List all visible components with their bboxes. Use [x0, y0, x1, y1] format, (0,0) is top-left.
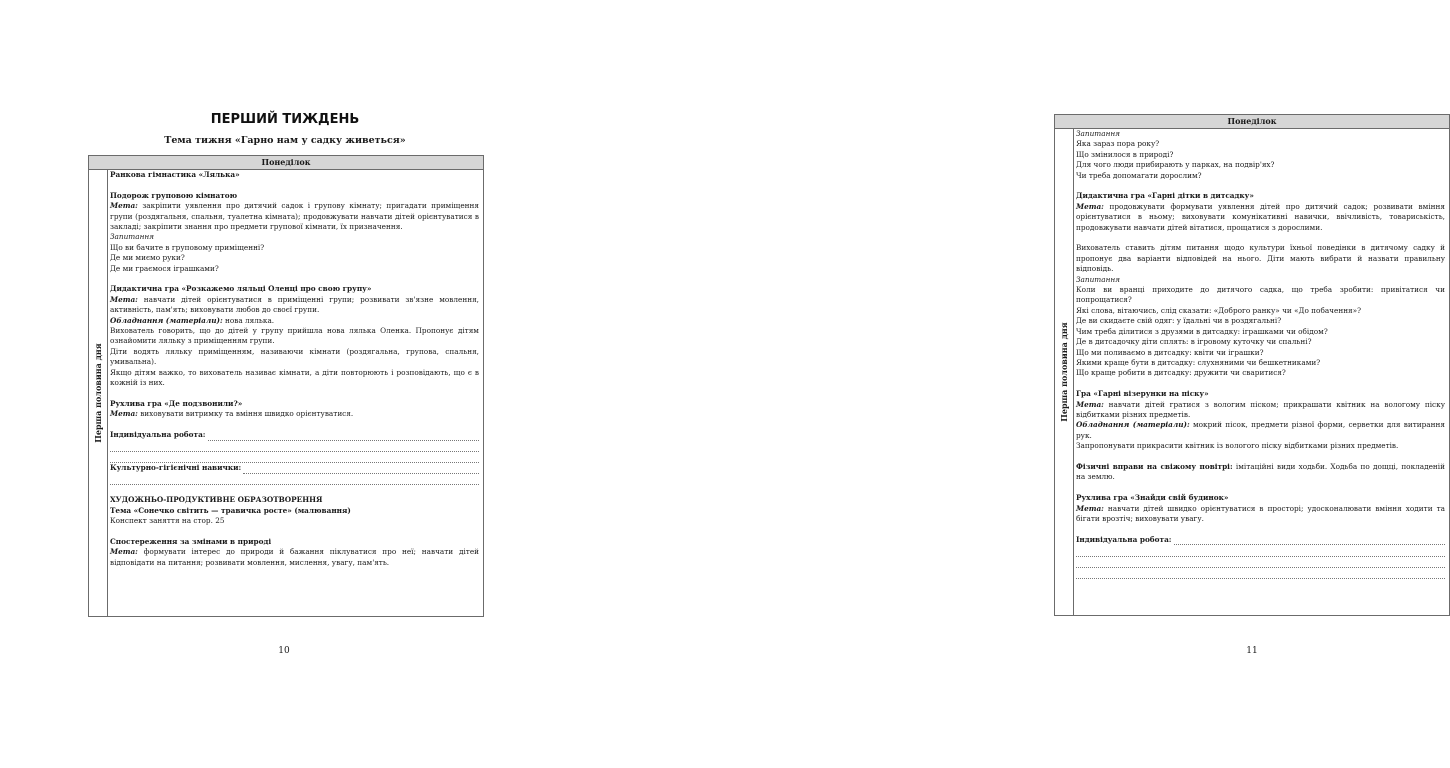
subheading: Запитання: [110, 232, 155, 242]
spacer: [1076, 233, 1445, 243]
paragraph-lead: Мета:: [110, 294, 138, 304]
section-heading: Ранкова гімнастика «Лялька»: [110, 170, 240, 179]
paragraph: [110, 295, 479, 316]
section-heading: ХУДОЖНЬО-ПРОДУКТИВНЕ ОБРАЗОТВОРЕННЯ: [110, 495, 323, 505]
paragraph-lead: Фізичні вправи на свіжому повітрі:: [1076, 461, 1233, 471]
section-heading: Подорож груповою кімнатою: [110, 190, 238, 200]
paragraph-lead: Мета:: [1076, 503, 1104, 513]
paragraph: [1076, 420, 1445, 441]
paragraph-text: навчати дітей швидко орієнтуватися в просторі; удосконалювати вміння ходити та бігати врозтіч; виховувати увагу.: [1076, 503, 1445, 523]
fill-in-field: [110, 430, 479, 440]
side-column: [89, 170, 108, 616]
text-line: Що ми поливаємо в дитсадку: квіти чи іграшки?: [1076, 347, 1264, 357]
text-line: Якими краще бути в дитсадку: слухняними чи бешкетниками?: [1076, 357, 1321, 367]
week-title: ПЕРШИЙ ТИЖДЕНЬ: [210, 112, 360, 127]
fill-in-field: [1076, 535, 1445, 545]
text-line: Чи треба допомагати дорослим?: [1076, 170, 1202, 180]
field-label: Індивідуальна робота:: [1076, 534, 1172, 544]
paragraph-text: закріпити уявлення про дитячий садок і групову кімнату; пригадати приміщення групи (роздягальня, спальня, туалетна кімната); продовжувати навчати дітей орієнтуватися в закладі; закріпити знання про предмети групової кімнати, їх призначення.: [110, 201, 479, 232]
spacer: [1076, 379, 1445, 389]
text-line: Що змінилося в природі?: [1076, 149, 1174, 159]
text-line: Якщо дітям важко, то вихователь називає кімнати, а діти повторюють і розповідають, що є в кожній із них.: [110, 367, 479, 388]
text-line: Де ви скидаєте свій одяг: у їдальні чи в роздягальні?: [1076, 316, 1282, 326]
section-heading: Дидактична гра «Гарні дітки в дитсадку»: [1076, 191, 1254, 201]
paragraph-text: нова лялька.: [222, 315, 275, 325]
text-line: Вихователь ставить дітям питання щодо культури їхньої поведінки в дитячому садку й пропонує два варіанти відповідей на нього. Діти мають вибрати й назвати правильну відповідь.: [1076, 243, 1445, 274]
schedule-table-right: [1054, 114, 1450, 616]
text-line: Де ми граємося іграшками?: [110, 263, 219, 273]
day-header: Понеділок: [89, 156, 483, 170]
paragraph-text: виховувати витримку та вміння швидко орієнтуватися.: [137, 409, 354, 419]
text-line: Вихователь говорить, що до дітей у групу прийшла нова лялька Оленка. Пропонує дітям ознайомити ляльку з приміщенням групи.: [110, 326, 479, 346]
side-column: [1055, 129, 1074, 615]
paragraph: [1076, 462, 1445, 483]
text-line: Що краще робити в дитсадку: дружити чи сваритися?: [1076, 368, 1286, 378]
text-line: Яка зараз пора року?: [1076, 139, 1160, 149]
paragraph-lead: Мета:: [110, 547, 138, 557]
paragraph-text: навчати дітей орієнтуватися в приміщенні групи; розвивати зв'язне мовлення, активність, пам'ять; виховувати любов до своєї групи.: [110, 294, 479, 315]
section-heading: Дидактична гра «Розкажемо ляльці Оленці про свою групу»: [110, 284, 372, 294]
spacer: [110, 274, 479, 284]
paragraph: [110, 201, 479, 232]
page-right: [512, 0, 1445, 768]
paragraph-text: формувати інтерес до природи й бажання піклуватися про неї; навчати дітей відповідати на питання; розвивати мовлення, мислення, увагу, пам'ять.: [110, 547, 479, 567]
subheading: Запитання: [1076, 129, 1121, 138]
spacer: [110, 420, 479, 430]
fill-in-line: [1076, 557, 1445, 568]
paragraph-lead: Мета:: [1076, 201, 1104, 211]
fill-in-field: [110, 463, 479, 473]
section-heading: Рухлива гра «Знайди свій будинок»: [1076, 493, 1229, 503]
text-line: Коли ви вранці приходите до дитячого садка, що треба зробити: привітатися чи попрощатися?: [1076, 285, 1445, 305]
text-line: Для чого люди прибирають у парках, на подвір'ях?: [1076, 160, 1275, 170]
text-line: Що ви бачите в груповому приміщенні?: [110, 242, 265, 252]
fill-in-line: [110, 441, 479, 452]
table-content: [110, 170, 479, 616]
dotted-line: [1174, 536, 1446, 545]
field-label: Індивідуальна робота:: [110, 430, 206, 440]
section-heading: Гра «Гарні візерунки на піску»: [1076, 389, 1209, 399]
paragraph-lead: Обладнання (матеріали):: [1076, 420, 1190, 430]
fill-in-line: [110, 452, 479, 463]
paragraph: [1076, 400, 1445, 421]
week-theme: Тема тижня «Гарно нам у садку живеться»: [164, 135, 406, 146]
side-label: Перша половина дня: [1059, 322, 1069, 422]
paragraph-lead: Мета:: [1076, 399, 1104, 409]
section-heading: Рухлива гра «Де подзвонили?»: [110, 398, 243, 408]
section-heading: Спостереження за змінами в природі: [110, 537, 272, 547]
text-line: Де в дитсадочку діти сплять: в ігровому куточку чи спальні?: [1076, 337, 1312, 347]
page-number: 11: [1246, 646, 1258, 656]
fill-in-line: [1076, 545, 1445, 556]
field-label: Культурно-гігієнічні навички:: [110, 463, 242, 473]
spacer: [1076, 181, 1445, 191]
spacer: [110, 180, 479, 190]
schedule-table-left: [88, 155, 484, 617]
paragraph-lead: Мета:: [110, 201, 138, 211]
fill-in-line: [110, 474, 479, 485]
text-line: Де ми миємо руки?: [110, 253, 185, 263]
text-line: Які слова, вітаючись, слід сказати: «Доброго ранку» чи «До побачення»?: [1076, 305, 1362, 315]
page-left: [0, 0, 512, 768]
spacer: [110, 485, 479, 495]
text-line: Запропонувати прикрасити квітник із вологого піску відбитками різних предметів.: [1076, 441, 1399, 451]
paragraph: [1076, 504, 1445, 525]
spacer: [110, 527, 479, 537]
text-line: Чим треба ділитися з друзями в дитсадку: іграшками чи обідом?: [1076, 326, 1328, 336]
text-line: Конспект заняття на стор. 25: [110, 516, 225, 526]
paragraph-lead: Обладнання (матеріали):: [110, 315, 223, 325]
fill-in-line: [1076, 568, 1445, 579]
paragraph-text: мокрий пісок, предмети різної форми, серветки для витирання рук.: [1076, 420, 1445, 440]
paragraph-text: навчати дітей гратися з вологим піском; прикрашати квітник на вологому піску відбитками різних предметів.: [1076, 399, 1445, 419]
day-header: Понеділок: [1055, 115, 1449, 129]
paragraph: [110, 316, 479, 326]
side-label: Перша половина дня: [93, 343, 103, 443]
spacer: [1076, 452, 1445, 462]
paragraph-text: продовжувати формувати уявлення дітей про дитячий садок; розвивати вміння орієнтуватися в ньому; виховувати комунікативні навички, ввічливість, товариськість, продовжувати навчати дітей вітатися, прощатися з дорослими.: [1076, 201, 1445, 232]
dotted-line: [243, 465, 479, 474]
spacer: [1076, 483, 1445, 493]
paragraph: [110, 547, 479, 568]
dotted-line: [208, 432, 480, 441]
table-content: [1076, 129, 1445, 615]
page-number: 10: [278, 646, 290, 656]
paragraph-lead: Мета:: [110, 409, 138, 419]
paragraph-text: імітаційні види ходьби. Ходьба по дощці, покладеній на землю.: [1076, 461, 1445, 482]
subheading: Запитання: [1076, 274, 1121, 284]
paragraph: [1076, 202, 1445, 233]
paragraph: [110, 409, 479, 419]
text-line: Діти водять ляльку приміщенням, називаючи кімнати (роздягальна, групова, спальня, умивальна).: [110, 346, 479, 367]
spacer: [110, 389, 479, 399]
spacer: [1076, 524, 1445, 534]
section-heading: Тема «Сонечко світить — травичка росте» (малювання): [110, 505, 351, 515]
